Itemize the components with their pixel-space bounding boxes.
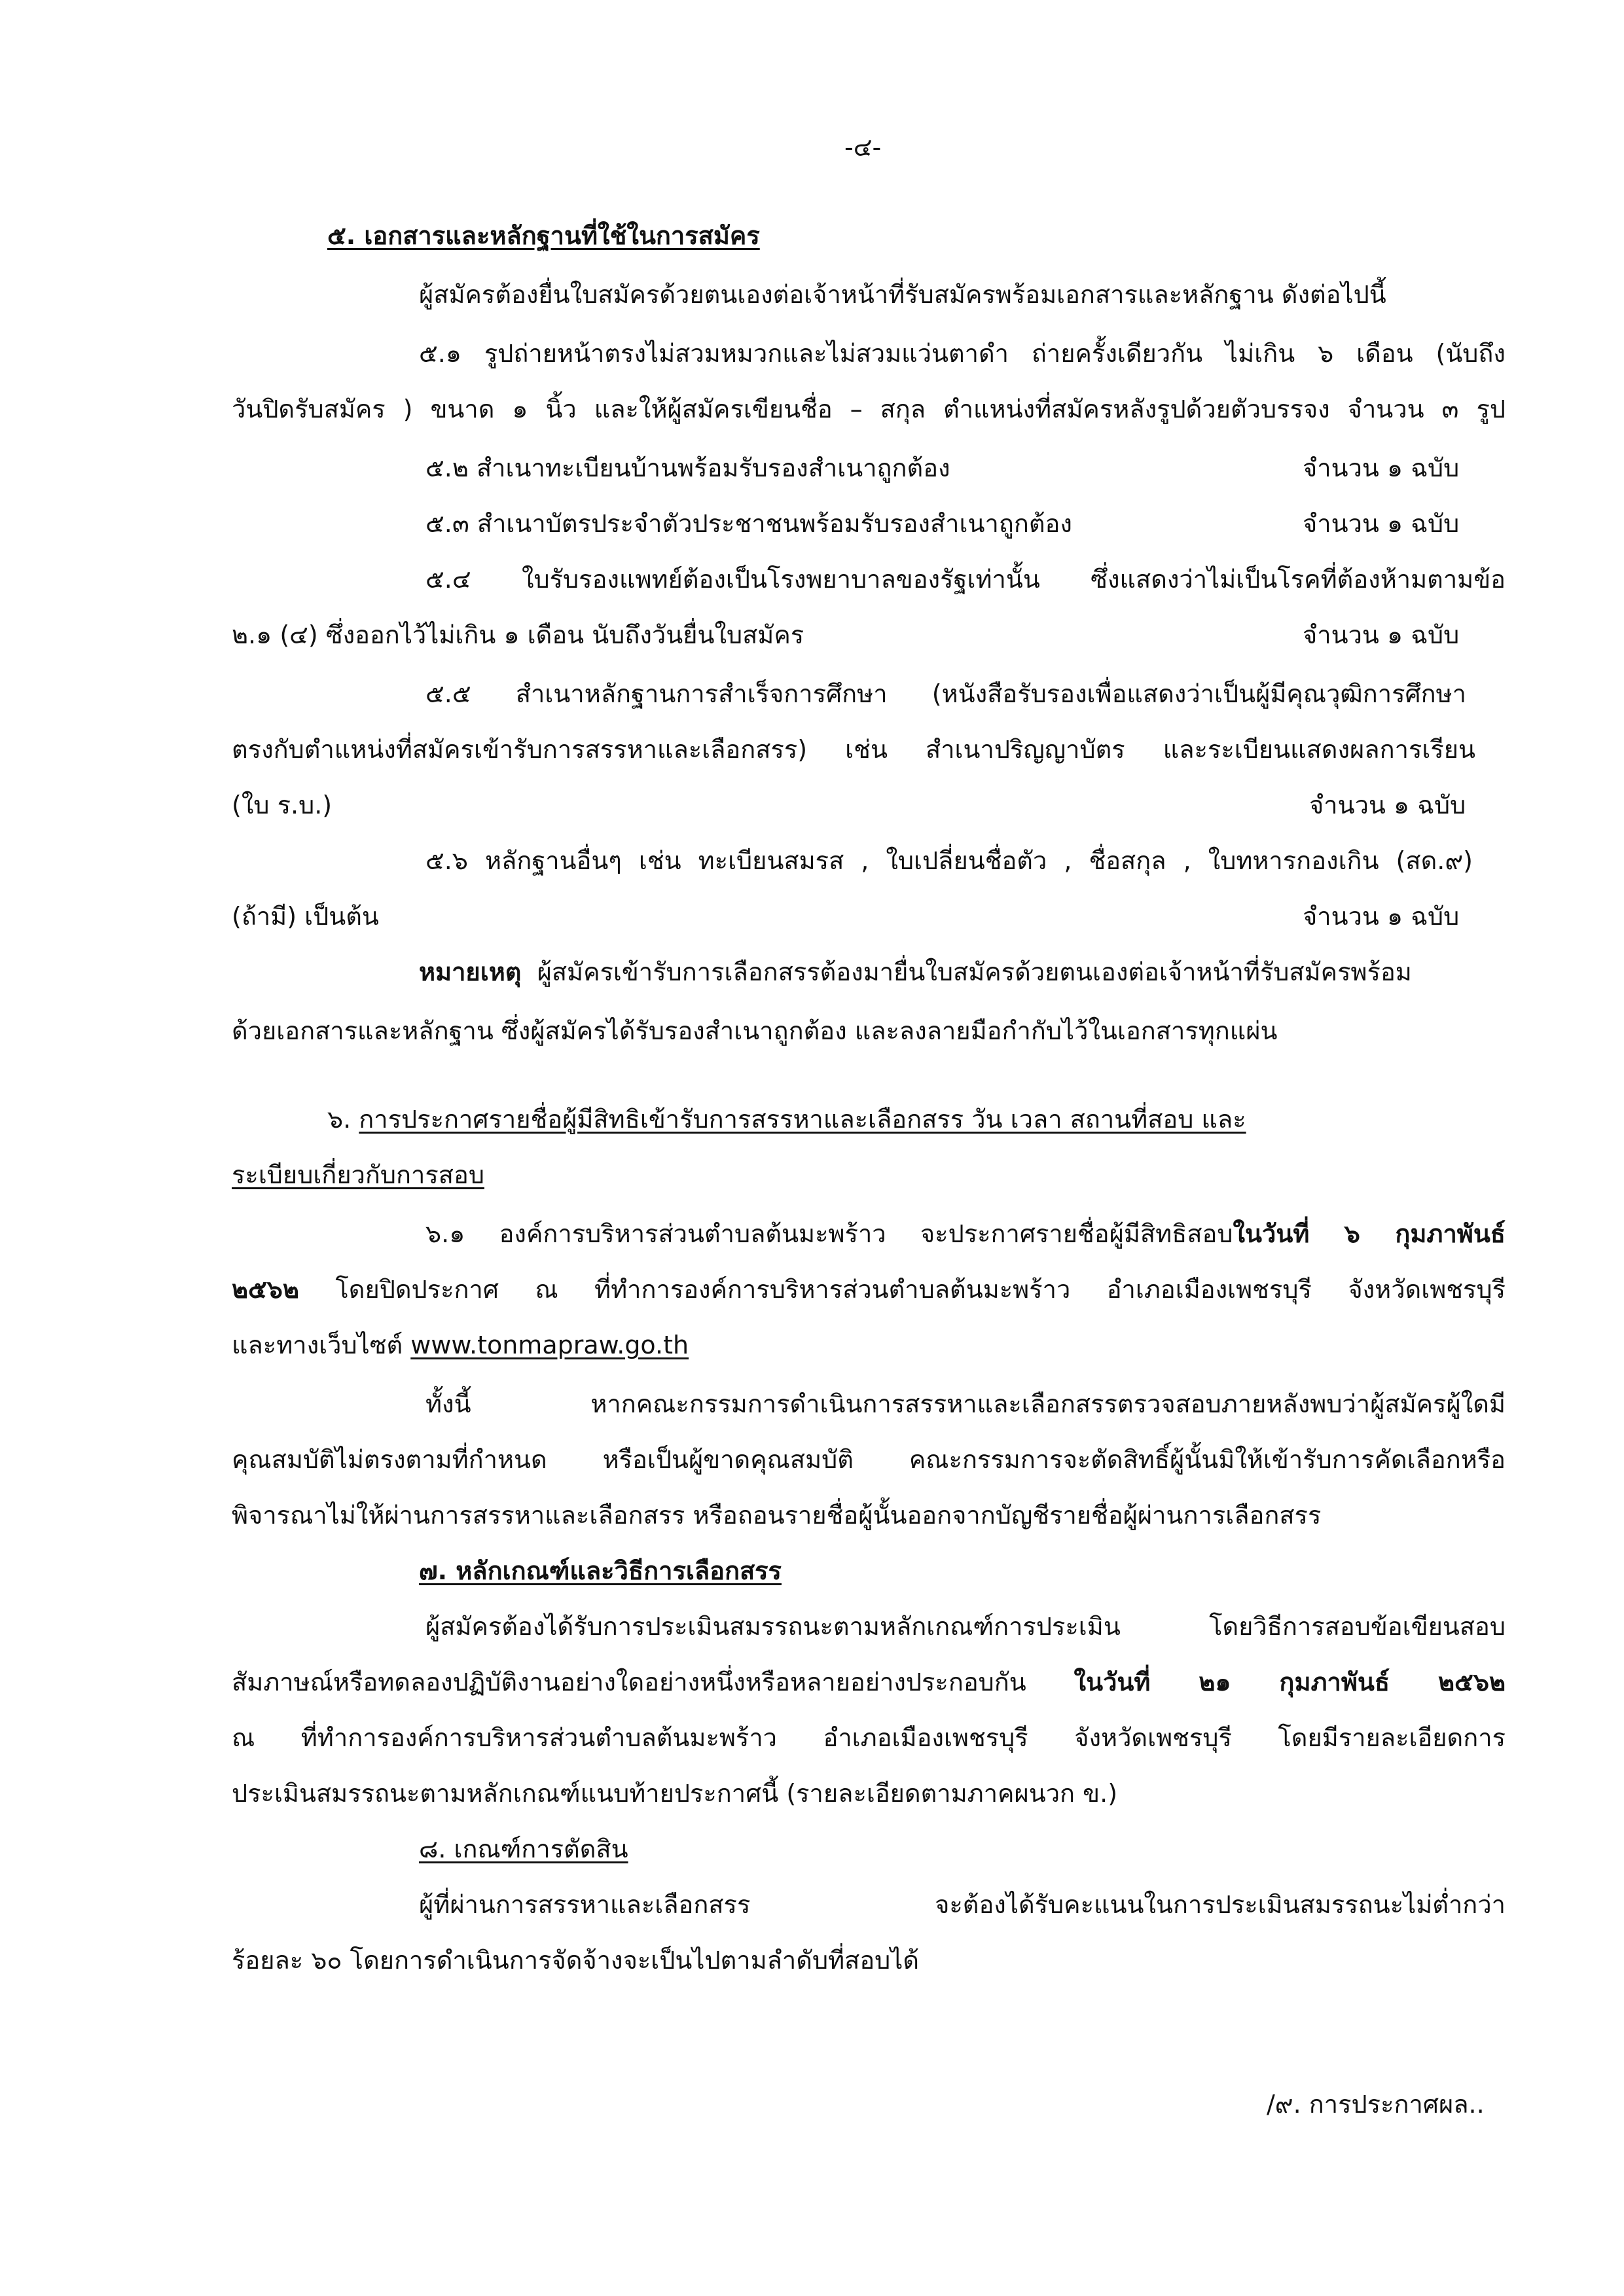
item-5-5-amount: จำนวน ๑ ฉบับ — [1309, 791, 1466, 819]
item-5-5-line-3: (ใบ ร.บ.) — [232, 791, 333, 819]
para-6-1-line-3 — [232, 1329, 689, 1361]
website-link[interactable]: www.tonmapraw.go.th — [410, 1331, 689, 1359]
item-5-4-amount: จำนวน ๑ ฉบับ — [1303, 620, 1460, 649]
item-5-6-line-1: ๕.๖ หลักฐานอื่นๆ เช่น ทะเบียนสมรส , ใบเปลี่ยนชื่อตัว , ชื่อสกุล , ใบทหารกองเกิน (สด.๙) — [425, 846, 1473, 875]
section-7-line-2 — [232, 1666, 1506, 1698]
section-6-heading-text: การประกาศรายชื่อผู้มีสิทธิเข้ารับการสรรหาและเลือกสรร วัน เวลา สถานที่สอบ และ — [359, 1105, 1246, 1134]
item-5-1-line-1: ๕.๑ รูปถ่ายหน้าตรงไม่สวมหมวกและไม่สวมแว่นตาดำ ถ่ายครั้งเดียวกัน ไม่เกิน ๖ เดือน (นับถึง — [419, 339, 1506, 368]
para-6-1-date: ในวันที่ ๖ กุมภาพันธ์ — [1233, 1219, 1506, 1248]
section-8-line-2: ร้อยละ ๖๐ โดยการดำเนินการจัดจ้างจะเป็นไปตามลำดับที่สอบได้ — [232, 1946, 920, 1975]
para-6-1-line-2 — [232, 1273, 1506, 1306]
item-5-6-line-2: (ถ้ามี) เป็นต้น — [232, 902, 379, 931]
section-6-heading-line-1 — [327, 1103, 1246, 1136]
item-5-2-amount: จำนวน ๑ ฉบับ — [1303, 454, 1460, 482]
note-text-1: ผู้สมัครเข้ารับการเลือกสรรต้องมายื่นใบสมัครด้วยตนเองต่อเจ้าหน้าที่รับสมัครพร้อม — [537, 958, 1412, 986]
note-label: หมายเหตุ — [419, 958, 522, 986]
para-6-1-year: ๒๕๖๒ — [232, 1275, 299, 1304]
section-7-method: สัมภาษณ์หรือทดลองปฏิบัติงานอย่างใดอย่างหนึ่งหรือหลายอย่างประกอบกัน — [232, 1668, 1074, 1696]
para-6-1-website-label: และทางเว็บไซต์ — [232, 1331, 411, 1359]
item-5-5-line-1: ๕.๕ สำเนาหลักฐานการสำเร็จการศึกษา (หนังสือรับรองเพื่อแสดงว่าเป็นผู้มีคุณวุฒิการศึกษา — [425, 679, 1466, 708]
section-5-heading: ๕. เอกสารและหลักฐานที่ใช้ในการสมัคร — [327, 221, 760, 250]
para-6-2-line-2: คุณสมบัติไม่ตรงตามที่กำหนด หรือเป็นผู้ขาดคุณสมบัติ คณะกรรมการจะตัดสิทธิ์ผู้นั้นมิให้เข้ารับการคัดเลือกหรือ — [232, 1445, 1506, 1474]
item-5-4-line-1: ๕.๔ ใบรับรองแพทย์ต้องเป็นโรงพยาบาลของรัฐเท่านั้น ซึ่งแสดงว่าไม่เป็นโรคที่ต้องห้ามตามข้อ — [425, 565, 1506, 594]
continuation-footer: /๙. การประกาศผล.. — [1267, 2090, 1485, 2119]
section-7-heading: ๗. หลักเกณฑ์และวิธีการเลือกสรร — [419, 1556, 782, 1585]
item-5-3-amount: จำนวน ๑ ฉบับ — [1303, 509, 1460, 538]
section-7-line-1: ผู้สมัครต้องได้รับการประเมินสมรรถนะตามหลักเกณฑ์การประเมิน โดยวิธีการสอบข้อเขียนสอบ — [425, 1612, 1506, 1641]
item-5-5-line-2: ตรงกับตำแหน่งที่สมัครเข้ารับการสรรหาและเลือกสรร) เช่น สำเนาปริญญาบัตร และระเบียนแสดงผลการเรียน — [232, 735, 1475, 764]
section-8-heading: ๘. เกณฑ์การตัดสิน — [419, 1835, 628, 1863]
item-5-3: ๕.๓ สำเนาบัตรประจำตัวประชาชนพร้อมรับรองสำเนาถูกต้อง — [425, 509, 1072, 538]
para-6-1-text: ๖.๑ องค์การบริหารส่วนตำบลต้นมะพร้าว จะประกาศรายชื่อผู้มีสิทธิสอบ — [425, 1219, 1233, 1248]
note-line-1 — [419, 956, 1412, 988]
section-7-date: ในวันที่ ๒๑ กุมภาพันธ์ ๒๕๖๒ — [1074, 1668, 1506, 1696]
section-7-line-3: ณ ที่ทำการองค์การบริหารส่วนตำบลต้นมะพร้าว อำเภอเมืองเพชรบุรี จังหวัดเพชรบุรี โดยมีรายละเอียดการ — [232, 1723, 1506, 1752]
para-6-2-line-3: พิจารณาไม่ให้ผ่านการสรรหาและเลือกสรร หรือถอนรายชื่อผู้นั้นออกจากบัญชีรายชื่อผู้ผ่านการเลือกสรร — [232, 1501, 1322, 1530]
section-6-number: ๖. — [327, 1105, 352, 1134]
item-5-6-amount: จำนวน ๑ ฉบับ — [1303, 902, 1460, 931]
page-number: -๔- — [844, 133, 882, 162]
item-5-1-line-2: วันปิดรับสมัคร ) ขนาด ๑ นิ้ว และให้ผู้สมัครเขียนชื่อ – สกุล ตำแหน่งที่สมัครหลังรูปด้วยตัวบรรจง จำนวน ๓ รูป — [232, 395, 1506, 423]
item-5-2: ๕.๒ สำเนาทะเบียนบ้านพร้อมรับรองสำเนาถูกต้อง — [425, 454, 950, 482]
section-6-heading-line-2: ระเบียบเกี่ยวกับการสอบ — [232, 1160, 484, 1189]
para-6-2-line-1: ทั้งนี้ หากคณะกรรมการดำเนินการสรรหาและเลือกสรรตรวจสอบภายหลังพบว่าผู้สมัครผู้ใดมี — [425, 1390, 1506, 1418]
section-8-line-1: ผู้ที่ผ่านการสรรหาและเลือกสรร จะต้องได้รับคะแนนในการประเมินสมรรถนะไม่ต่ำกว่า — [419, 1890, 1506, 1919]
para-6-1-location: โดยปิดประกาศ ณ ที่ทำการองค์การบริหารส่วนตำบลต้นมะพร้าว อำเภอเมืองเพชรบุรี จังหวัดเพชรบุรี — [298, 1275, 1506, 1304]
note-line-2: ด้วยเอกสารและหลักฐาน ซึ่งผู้สมัครได้รับรองสำเนาถูกต้อง และลงลายมือกำกับไว้ในเอกสารทุกแผ่น — [232, 1016, 1278, 1045]
para-6-1-line-1 — [425, 1217, 1506, 1250]
item-5-4-line-2: ๒.๑ (๔) ซึ่งออกไว้ไม่เกิน ๑ เดือน นับถึงวันยื่นใบสมัคร — [232, 620, 804, 649]
section-5-intro: ผู้สมัครต้องยื่นใบสมัครด้วยตนเองต่อเจ้าหน้าที่รับสมัครพร้อมเอกสารและหลักฐาน ดังต่อไปนี้ — [419, 280, 1386, 309]
section-7-line-4: ประเมินสมรรถนะตามหลักเกณฑ์แนบท้ายประกาศนี้ (รายละเอียดตามภาคผนวก ข.) — [232, 1779, 1118, 1808]
